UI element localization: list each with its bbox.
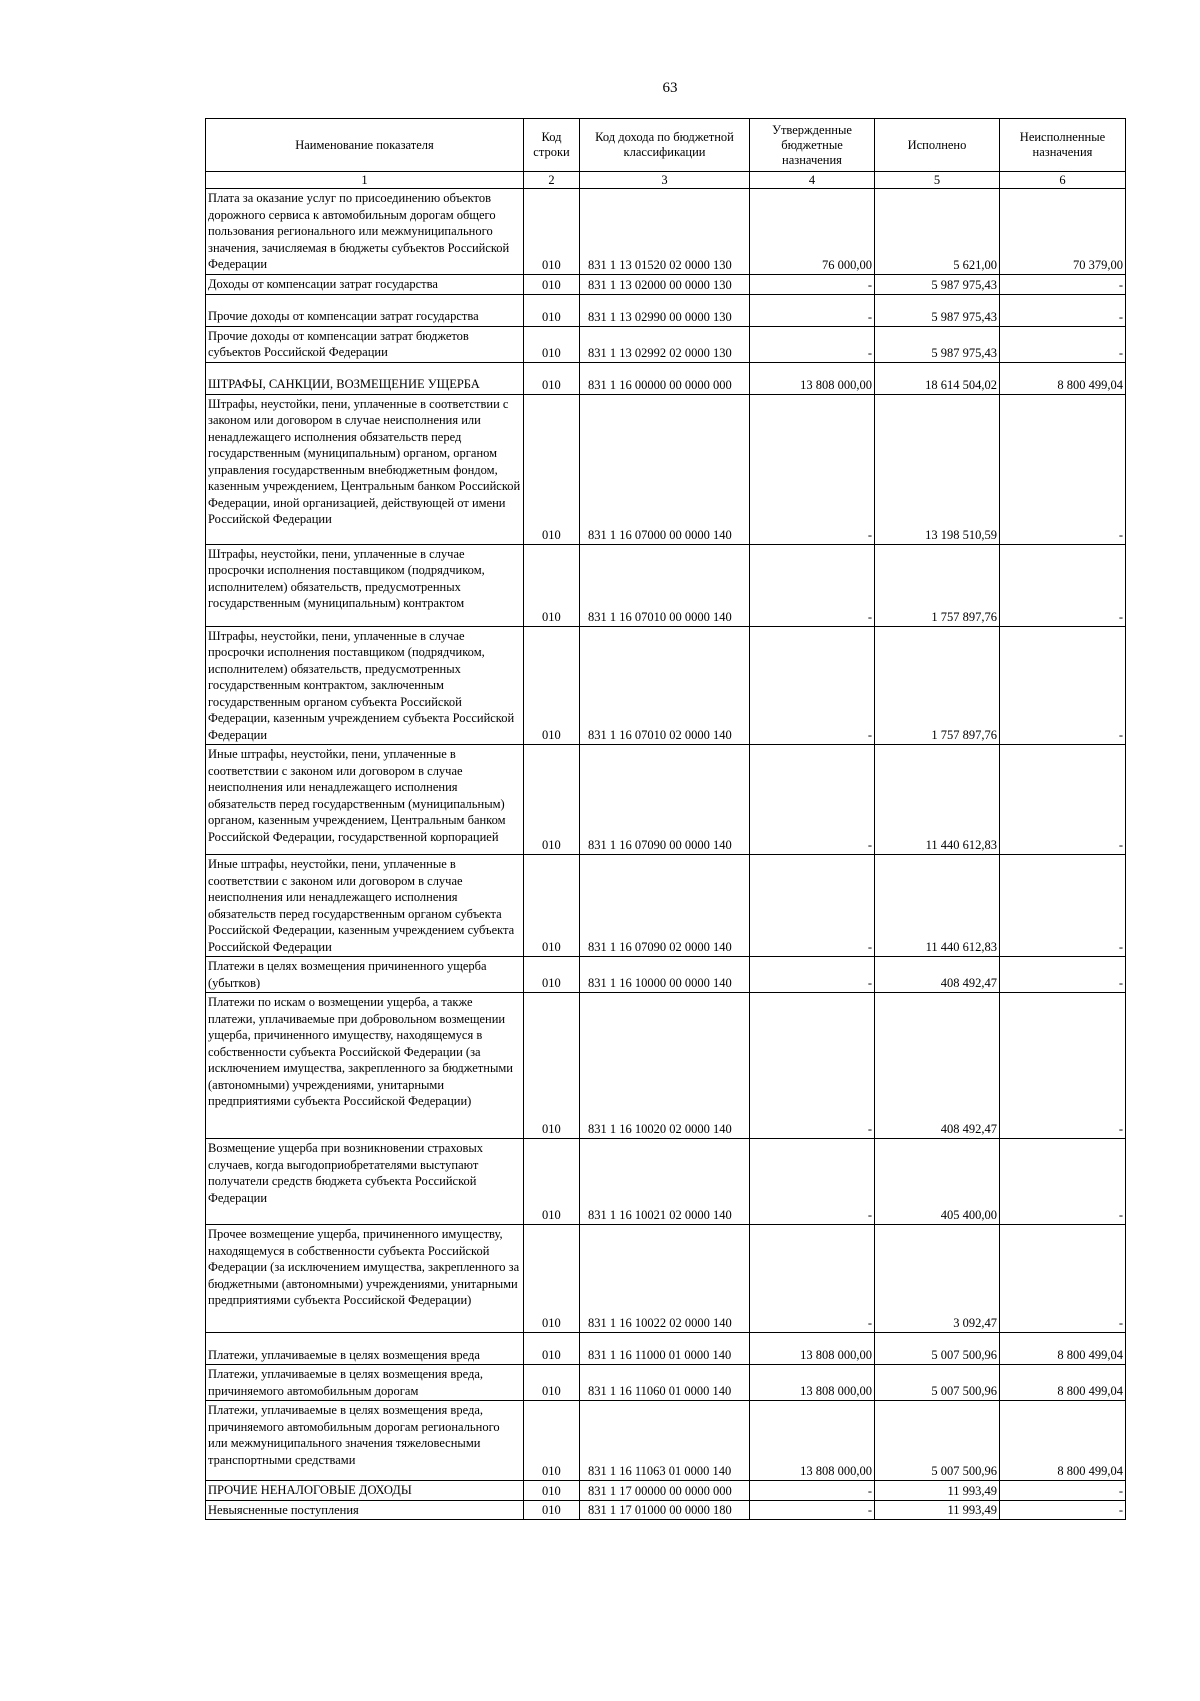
row-approved: - (750, 1500, 875, 1520)
column-number: 6 (1000, 172, 1126, 189)
row-approved: 13 808 000,00 (750, 1333, 875, 1365)
row-line-code: 010 (524, 1401, 580, 1481)
row-approved: 13 808 000,00 (750, 1401, 875, 1481)
row-executed: 5 987 975,43 (875, 326, 1000, 362)
table-row (206, 957, 1126, 993)
row-income-code: 831 1 16 10022 02 0000 140 (580, 1225, 750, 1333)
row-executed: 11 993,49 (875, 1481, 1000, 1501)
row-name: Платежи, уплачиваемые в целях возмещения вреда (206, 1333, 524, 1365)
table-row (206, 1500, 1126, 1520)
row-approved: - (750, 957, 875, 993)
row-income-code: 831 1 17 01000 00 0000 180 (580, 1500, 750, 1520)
row-approved: - (750, 326, 875, 362)
row-line-code: 010 (524, 626, 580, 745)
table-row (206, 1139, 1126, 1225)
row-income-code: 831 1 16 07010 00 0000 140 (580, 544, 750, 626)
row-unexecuted: 8 800 499,04 (1000, 1333, 1126, 1365)
row-unexecuted: - (1000, 1139, 1126, 1225)
row-line-code: 010 (524, 745, 580, 855)
table-row (206, 1225, 1126, 1333)
table-row (206, 189, 1126, 275)
table-row (206, 394, 1126, 544)
row-executed: 5 007 500,96 (875, 1333, 1000, 1365)
row-unexecuted: 70 379,00 (1000, 189, 1126, 275)
row-income-code: 831 1 16 10021 02 0000 140 (580, 1139, 750, 1225)
row-income-code: 831 1 16 11000 01 0000 140 (580, 1333, 750, 1365)
row-unexecuted: - (1000, 275, 1126, 295)
row-income-code: 831 1 16 07010 02 0000 140 (580, 626, 750, 745)
row-executed: 11 440 612,83 (875, 745, 1000, 855)
row-unexecuted: 8 800 499,04 (1000, 1365, 1126, 1401)
row-unexecuted: - (1000, 1481, 1126, 1501)
row-name: Платежи по искам о возмещении ущерба, а также платежи, уплачиваемые при добровольном возмещении ущерба, причиненного имуществу, находящемуся в собственности субъекта Российской Федерации (за исключением имущества, закрепленного за бюджетными (автономными) учреждениями, унитарными предприятиями субъекта Российской Федерации) (206, 993, 524, 1139)
row-unexecuted: - (1000, 544, 1126, 626)
row-line-code: 010 (524, 957, 580, 993)
header-income-code: Код дохода по бюджетной классификации (580, 119, 750, 172)
header-approved: Утвержденные бюджетные назначения (750, 119, 875, 172)
row-line-code: 010 (524, 189, 580, 275)
table-row (206, 1333, 1126, 1365)
row-unexecuted: - (1000, 294, 1126, 326)
row-executed: 1 757 897,76 (875, 626, 1000, 745)
row-approved: - (750, 1139, 875, 1225)
table-row (206, 993, 1126, 1139)
row-line-code: 010 (524, 1333, 580, 1365)
row-name: Возмещение ущерба при возникновении страховых случаев, когда выгодоприобретателями выступают получатели средств бюджета субъекта Российской Федерации (206, 1139, 524, 1225)
column-number-row (206, 172, 1126, 189)
row-unexecuted: - (1000, 745, 1126, 855)
table-row (206, 326, 1126, 362)
row-approved: 13 808 000,00 (750, 1365, 875, 1401)
row-approved: - (750, 745, 875, 855)
row-name: Штрафы, неустойки, пени, уплаченные в соответствии с законом или договором в случае неисполнения или ненадлежащего исполнения обязательств перед государственным (муниципальным) органом, органом управления государственным внебюджетным фондом, казенным учреждением, Центральным банком Российской Федерации, иной организацией, действующей от имени Российской Федерации (206, 394, 524, 544)
row-line-code: 010 (524, 1139, 580, 1225)
row-income-code: 831 1 16 00000 00 0000 000 (580, 362, 750, 394)
row-executed: 405 400,00 (875, 1139, 1000, 1225)
row-line-code: 010 (524, 362, 580, 394)
row-unexecuted: - (1000, 1225, 1126, 1333)
header-name: Наименование показателя (206, 119, 524, 172)
row-line-code: 010 (524, 394, 580, 544)
table-row (206, 626, 1126, 745)
row-line-code: 010 (524, 1500, 580, 1520)
row-name: ШТРАФЫ, САНКЦИИ, ВОЗМЕЩЕНИЕ УЩЕРБА (206, 362, 524, 394)
row-income-code: 831 1 13 02992 02 0000 130 (580, 326, 750, 362)
row-unexecuted: - (1000, 993, 1126, 1139)
header-row (206, 119, 1126, 172)
row-executed: 5 621,00 (875, 189, 1000, 275)
row-income-code: 831 1 17 00000 00 0000 000 (580, 1481, 750, 1501)
header-line-code: Код строки (524, 119, 580, 172)
budget-income-table (205, 118, 1126, 1520)
row-approved: - (750, 993, 875, 1139)
row-income-code: 831 1 16 11063 01 0000 140 (580, 1401, 750, 1481)
row-line-code: 010 (524, 275, 580, 295)
row-approved: - (750, 626, 875, 745)
row-executed: 408 492,47 (875, 993, 1000, 1139)
table-row (206, 1365, 1126, 1401)
row-line-code: 010 (524, 544, 580, 626)
row-income-code: 831 1 16 07090 00 0000 140 (580, 745, 750, 855)
row-line-code: 010 (524, 1365, 580, 1401)
row-line-code: 010 (524, 326, 580, 362)
row-name: Невыясненные поступления (206, 1500, 524, 1520)
row-unexecuted: - (1000, 1500, 1126, 1520)
row-income-code: 831 1 16 07000 00 0000 140 (580, 394, 750, 544)
row-approved: - (750, 855, 875, 957)
row-executed: 5 987 975,43 (875, 294, 1000, 326)
table-row (206, 855, 1126, 957)
row-line-code: 010 (524, 993, 580, 1139)
row-executed: 1 757 897,76 (875, 544, 1000, 626)
row-executed: 5 987 975,43 (875, 275, 1000, 295)
row-approved: - (750, 294, 875, 326)
row-name: Платежи в целях возмещения причиненного ущерба (убытков) (206, 957, 524, 993)
row-name: Штрафы, неустойки, пени, уплаченные в случае просрочки исполнения поставщиком (подрядчиком, исполнителем) обязательств, предусмотренных государственным контрактом, заключенным государственным органом субъекта Российской Федерации, казенным учреждением субъекта Российской Федерации (206, 626, 524, 745)
row-income-code: 831 1 16 11060 01 0000 140 (580, 1365, 750, 1401)
page-number: 63 (662, 80, 678, 96)
row-income-code: 831 1 13 01520 02 0000 130 (580, 189, 750, 275)
row-executed: 5 007 500,96 (875, 1401, 1000, 1481)
row-line-code: 010 (524, 855, 580, 957)
row-name: Прочие доходы от компенсации затрат государства (206, 294, 524, 326)
table-row (206, 544, 1126, 626)
row-name: Доходы от компенсации затрат государства (206, 275, 524, 295)
row-unexecuted: 8 800 499,04 (1000, 362, 1126, 394)
row-line-code: 010 (524, 1481, 580, 1501)
row-income-code: 831 1 13 02990 00 0000 130 (580, 294, 750, 326)
row-approved: - (750, 394, 875, 544)
row-approved: - (750, 544, 875, 626)
row-approved: - (750, 275, 875, 295)
row-approved: 13 808 000,00 (750, 362, 875, 394)
column-number: 5 (875, 172, 1000, 189)
column-number: 3 (580, 172, 750, 189)
row-executed: 3 092,47 (875, 1225, 1000, 1333)
header-executed: Исполнено (875, 119, 1000, 172)
table-row (206, 362, 1126, 394)
row-name: Прочее возмещение ущерба, причиненного имуществу, находящемуся в собственности субъекта Российской Федерации (за исключением имущества, закрепленного за бюджетными (автономными) учреждениями, унитарными предприятиями субъекта Российской Федерации) (206, 1225, 524, 1333)
row-executed: 18 614 504,02 (875, 362, 1000, 394)
row-name: Прочие доходы от компенсации затрат бюджетов субъектов Российской Федерации (206, 326, 524, 362)
row-executed: 5 007 500,96 (875, 1365, 1000, 1401)
row-approved: 76 000,00 (750, 189, 875, 275)
header-unexecuted: Неисполненные назначения (1000, 119, 1126, 172)
row-income-code: 831 1 16 07090 02 0000 140 (580, 855, 750, 957)
row-name: Штрафы, неустойки, пени, уплаченные в случае просрочки исполнения поставщиком (подрядчиком, исполнителем) обязательств, предусмотренных государственным (муниципальным) контрактом (206, 544, 524, 626)
row-name: Иные штрафы, неустойки, пени, уплаченные в соответствии с законом или договором в случае неисполнения или ненадлежащего исполнения обязательств перед государственным (муниципальным) органом, казенным учреждением, Центральным банком Российской Федерации, государственной корпорацией (206, 745, 524, 855)
table-row (206, 294, 1126, 326)
table-row (206, 1401, 1126, 1481)
row-income-code: 831 1 16 10020 02 0000 140 (580, 993, 750, 1139)
row-income-code: 831 1 13 02000 00 0000 130 (580, 275, 750, 295)
column-number: 4 (750, 172, 875, 189)
row-unexecuted: - (1000, 855, 1126, 957)
row-unexecuted: 8 800 499,04 (1000, 1401, 1126, 1481)
row-name: Иные штрафы, неустойки, пени, уплаченные в соответствии с законом или договором в случае неисполнения или ненадлежащего исполнения обязательств перед государственным органом субъекта Российской Федерации, казенным учреждением субъекта Российской Федерации (206, 855, 524, 957)
row-name: Платежи, уплачиваемые в целях возмещения вреда, причиняемого автомобильным дорогам (206, 1365, 524, 1401)
row-approved: - (750, 1225, 875, 1333)
row-line-code: 010 (524, 294, 580, 326)
row-unexecuted: - (1000, 394, 1126, 544)
column-number: 2 (524, 172, 580, 189)
row-executed: 13 198 510,59 (875, 394, 1000, 544)
table-row (206, 1481, 1126, 1501)
row-line-code: 010 (524, 1225, 580, 1333)
table-row (206, 745, 1126, 855)
row-name: ПРОЧИЕ НЕНАЛОГОВЫЕ ДОХОДЫ (206, 1481, 524, 1501)
row-unexecuted: - (1000, 957, 1126, 993)
row-unexecuted: - (1000, 626, 1126, 745)
row-executed: 11 440 612,83 (875, 855, 1000, 957)
row-unexecuted: - (1000, 326, 1126, 362)
row-executed: 408 492,47 (875, 957, 1000, 993)
table-row (206, 275, 1126, 295)
column-number: 1 (206, 172, 524, 189)
row-name: Плата за оказание услуг по присоединению объектов дорожного сервиса к автомобильным дорогам общего пользования регионального или межмуниципального значения, зачисляемая в бюджеты субъектов Российской Федерации (206, 189, 524, 275)
row-income-code: 831 1 16 10000 00 0000 140 (580, 957, 750, 993)
row-approved: - (750, 1481, 875, 1501)
row-executed: 11 993,49 (875, 1500, 1000, 1520)
row-name: Платежи, уплачиваемые в целях возмещения вреда, причиняемого автомобильным дорогам регионального или межмуниципального значения тяжеловесными транспортными средствами (206, 1401, 524, 1481)
